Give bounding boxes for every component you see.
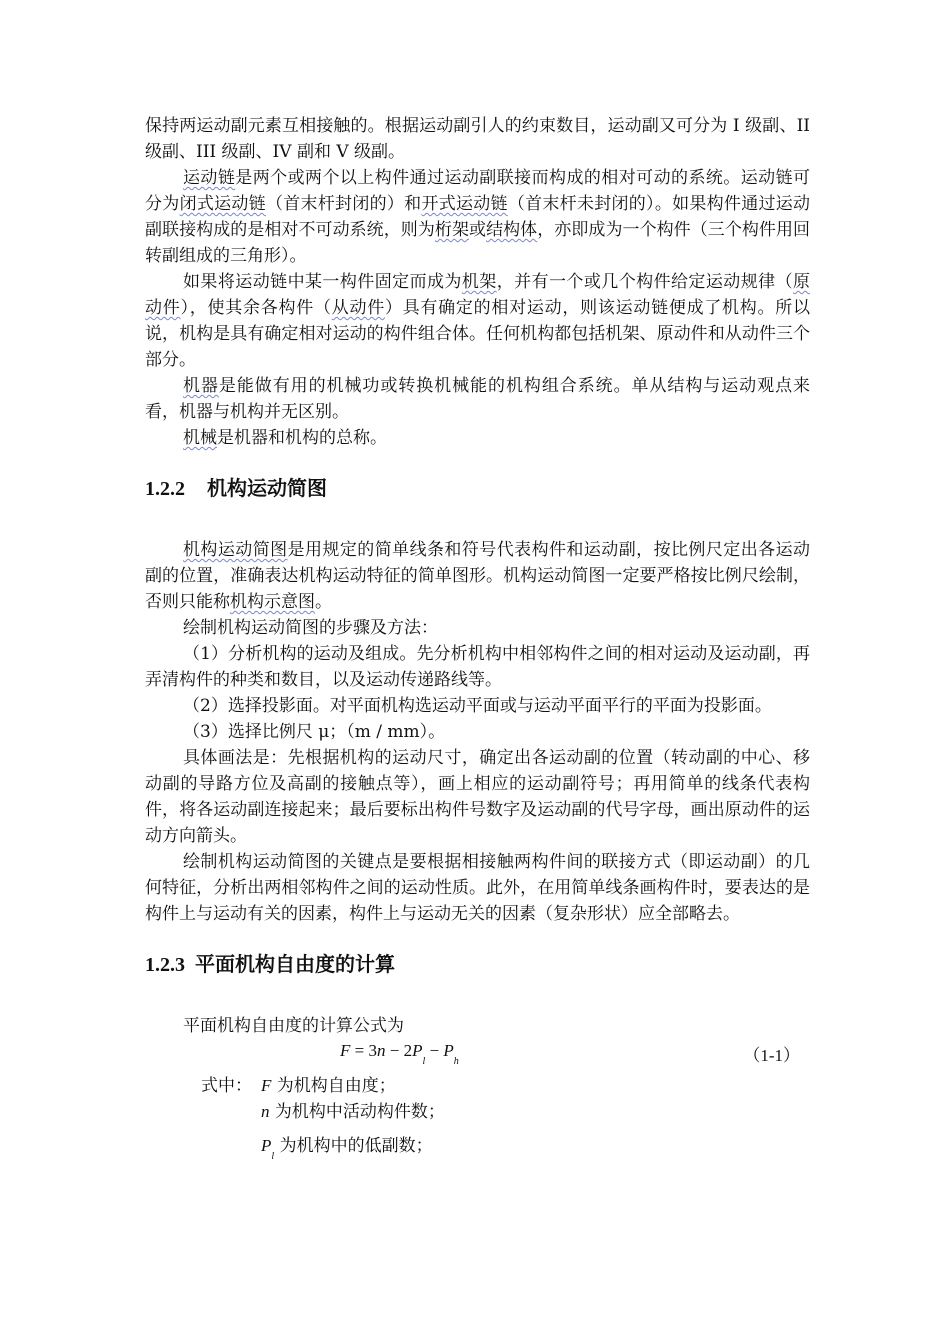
text: 。 (315, 592, 332, 612)
term: 机械 (183, 428, 217, 448)
section-heading-1-2-2 (145, 475, 810, 503)
equation-number: （1-1） (743, 1046, 800, 1065)
term: 开式运动链 (421, 194, 508, 214)
text: （首末杆未封闭的）。如果构件通过运动副联接构成的是相对不可动系统，则为 (145, 194, 811, 240)
term: 运动链 (183, 168, 236, 188)
paragraph-machine (145, 373, 810, 425)
formula-sub: h (453, 1056, 459, 1067)
paragraph: 绘制机构运动简图的关键点是要根据相接触两构件间的联接方式（即运动副）的几何特征，分析出两相邻构件之间的运动性质。此外，在用简单线条画构件时，要表达的是构件上与运动有关的因素，构件上与运动无关的因素（复杂形状）应全部略去。 (145, 852, 810, 924)
paragraph-mechanism (145, 269, 810, 373)
paragraph: 绘制机构运动简图的步骤及方法： (183, 618, 438, 638)
section-title: 机构运动简图 (207, 478, 327, 500)
symbol-sub: l (271, 1151, 275, 1162)
formula-n: n (376, 1041, 386, 1060)
text: ），使其余各构件（ (180, 298, 332, 318)
term: 结构体 (486, 220, 538, 240)
term: 闭式运动链 (179, 194, 266, 214)
term: 机器 (183, 376, 219, 396)
formula-sub: l (422, 1056, 426, 1067)
text: 或 (469, 220, 487, 240)
text: （首末杆封闭的）和 (265, 194, 422, 214)
section-number: 1.2.2 (145, 478, 185, 500)
term: 从动件 (331, 298, 385, 318)
symbol-letter: P (261, 1136, 272, 1155)
text: 如果将运动链中某一构件固定而成为 (183, 272, 462, 292)
formula-minus: − 2 (385, 1041, 413, 1060)
section-heading-1-2-3 (145, 951, 810, 979)
formula-F: F (340, 1041, 351, 1060)
definition: 为机构中的低副数； (274, 1136, 433, 1156)
formula-minus: − (425, 1041, 444, 1060)
definition: 为机构自由度； (271, 1076, 396, 1096)
document-page (145, 113, 810, 1162)
formula-eq: = 3 (350, 1041, 377, 1060)
text: 是用规定的简单线条和符号代表构件和运动副，按比例尺定出各运动副的位置，准确表达机构运动特征的简单图形。机构运动简图一定要严格按比例尺绘制，否则只能称 (145, 540, 811, 612)
symbol-definitions (145, 1073, 810, 1162)
text: ，并有一个或几个构件给定运动规律（ (496, 272, 794, 292)
paragraph-step-2: （2）选择投影面。对平面机构选运动平面或与运动平面平行的平面为投影面。 (183, 696, 772, 716)
section-title: 平面机构自由度的计算 (195, 954, 395, 976)
paragraph-step-1: （1）分析机构的运动及组成。先分析机构中相邻构件之间的相对运动及运动副，再弄清构件的种类和数目，以及运动传递路线等。 (145, 644, 810, 690)
symbol: F (261, 1076, 272, 1095)
section-number: 1.2.3 (145, 954, 185, 976)
where-label: 式中： (201, 1076, 252, 1096)
term: 机构运动简图 (183, 540, 288, 560)
text: ，亦即成为一个构件（三个构件用回转副组成的三角形）。 (145, 220, 811, 266)
formula-P: P (412, 1041, 423, 1060)
formula-P: P (443, 1041, 454, 1060)
definition: 为机构中活动构件数； (269, 1102, 445, 1122)
paragraph-diagram-def (145, 537, 810, 615)
paragraph-step-3: （3）选择比例尺 μ；（m / mm）。 (183, 722, 446, 742)
text: ）具有确定的相对运动，则该运动链便成了机构。所以说，机构是具有确定相对运动的构件组合体。任何机构都包括机架、原动件和从动件三个部分。 (145, 298, 811, 370)
paragraph-kinematic-chain (145, 165, 810, 269)
symbol: n (261, 1102, 270, 1121)
paragraph-machinery (145, 425, 810, 451)
definition-line (145, 1133, 810, 1162)
symbol (261, 1136, 275, 1162)
term: 机构示意图 (230, 592, 315, 612)
paragraph: 平面机构自由度的计算公式为 (183, 1016, 404, 1036)
formula (340, 1041, 459, 1067)
term: 原动件 (145, 272, 811, 318)
equation-1-1 (145, 1039, 810, 1073)
definition-line (145, 1099, 810, 1125)
term: 桁架 (434, 220, 470, 240)
text: 是能做有用的机械功或转换机械能的机构组合系统。单从结构与运动观点来看，机器与机构并无区别。 (145, 376, 811, 422)
paragraph: 具体画法是：先根据机构的运动尺寸，确定出各运动副的位置（转动副的中心、移动副的导路方位及高副的接触点等），画上相应的运动副符号；再用简单的线条代表构件，将各运动副连接起来；最后要标出构件号数字及运动副的代号字母，画出原动件的运动方向箭头。 (145, 748, 810, 846)
text: 是两个或两个以上构件通过运动副联接而构成的相对可动的系统。运动链可分为 (145, 168, 811, 214)
paragraph: 保持两运动副元素互相接触的。根据运动副引人的约束数目，运动副又可分为 I 级副、II 级副、III 级副、IV 副和 V 级副。 (145, 116, 810, 162)
term: 机架 (461, 272, 497, 292)
text: 是机器和机构的总称。 (217, 428, 387, 448)
